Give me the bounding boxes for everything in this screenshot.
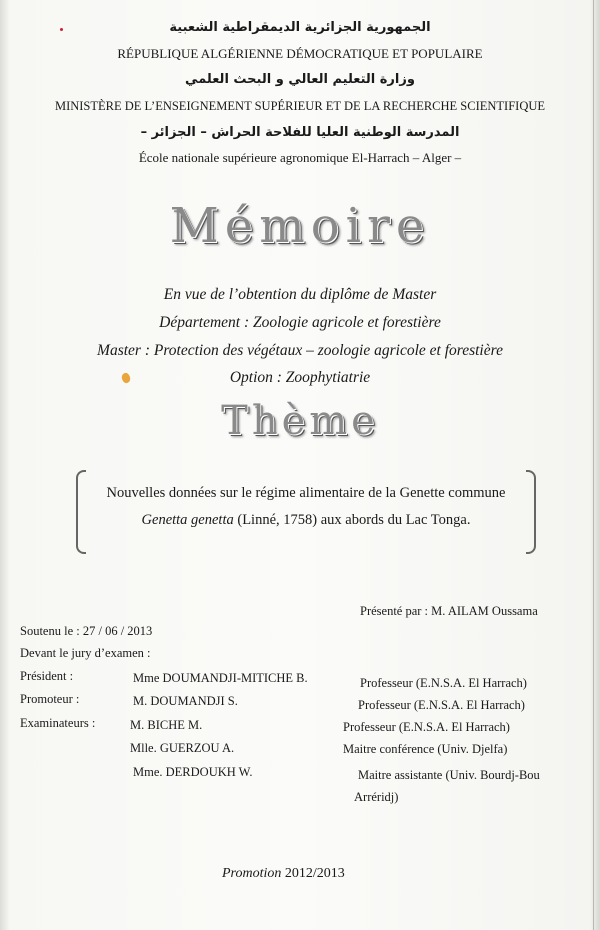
ministry-line: MINISTÈRE DE L’ENSEIGNEMENT SUPÉRIEUR ET DE LA RECHERCHE SCIENTIFIQUE [54, 99, 546, 113]
subtitle-line-1: En vue de l’obtention du diplôme de Master [163, 286, 437, 303]
promotion [222, 866, 345, 882]
jury-name-examiner-3: Mme. DERDOUKH W. [133, 765, 253, 779]
arabic-republic-line: الجمهورية الجزائرية الديمقراطية الشعبية [169, 20, 431, 35]
jury-title-examiner-1: Professeur (E.N.S.A. El Harrach) [343, 720, 510, 734]
arabic-school-line: المدرسة الوطنية العليا للفلاحة الحراش – الجزائر – [140, 125, 460, 140]
document-title: Mémoire [169, 198, 431, 254]
jury-name-president: Mme DOUMANDJI-MITICHE B. [133, 671, 308, 685]
theme-box [76, 470, 536, 560]
jury-role-promoter: Promoteur : [20, 692, 80, 706]
jury-role-examiners: Examinateurs : [20, 716, 96, 730]
jury-title-examiner-3-line-2: Arréridj) [354, 790, 399, 804]
promotion-year: 2012/2013 [284, 866, 345, 881]
defense-date: Soutenu le : 27 / 06 / 2013 [20, 624, 153, 638]
jury-title-examiner-2: Maitre conférence (Univ. Djelfa) [343, 742, 508, 756]
theme-species: Genetta genetta [141, 512, 234, 528]
jury-title-promoter: Professeur (E.N.S.A. El Harrach) [358, 698, 525, 712]
subtitle-line-4: Option : Zoophytiatrie [229, 369, 371, 386]
jury-title-examiner-3-line-1: Maitre assistante (Univ. Bourdj-Bou [358, 768, 540, 782]
theme-text [96, 480, 516, 534]
jury-intro: Devant le jury d’examen : [20, 646, 151, 660]
theme-part-2: (Linné, 1758) aux abords du Lac Tonga. [233, 512, 471, 528]
jury-role-president: Président : [20, 669, 74, 683]
jury-title-president: Professeur (E.N.S.A. El Harrach) [360, 676, 527, 690]
jury-name-promoter: M. DOUMANDJI S. [133, 694, 238, 708]
left-bracket [76, 470, 86, 554]
jury-name-examiner-1: M. BICHE M. [130, 718, 203, 732]
theme-part-1: Nouvelles données sur le régime alimentaire de la Genette commune [106, 485, 506, 501]
school-line: École nationale supérieure agronomique El-Harrach – Alger – [138, 150, 462, 165]
presented-by: Présenté par : M. AILAM Oussama [360, 604, 538, 618]
promotion-label: Promotion [222, 866, 282, 881]
republic-line: RÉPUBLIQUE ALGÉRIENNE DÉMOCRATIQUE ET POPULAIRE [117, 46, 483, 61]
right-bracket [526, 470, 536, 554]
subtitle-line-2: Département : Zoologie agricole et forestière [159, 314, 441, 331]
arabic-ministry-line: وزارة التعليم العالي و البحث العلمي [185, 72, 415, 87]
jury-name-examiner-2: Mlle. GUERZOU A. [130, 741, 235, 755]
subtitle-line-3: Master : Protection des végétaux – zoologie agricole et forestière [97, 342, 503, 359]
theme-label: Thème [221, 398, 379, 444]
